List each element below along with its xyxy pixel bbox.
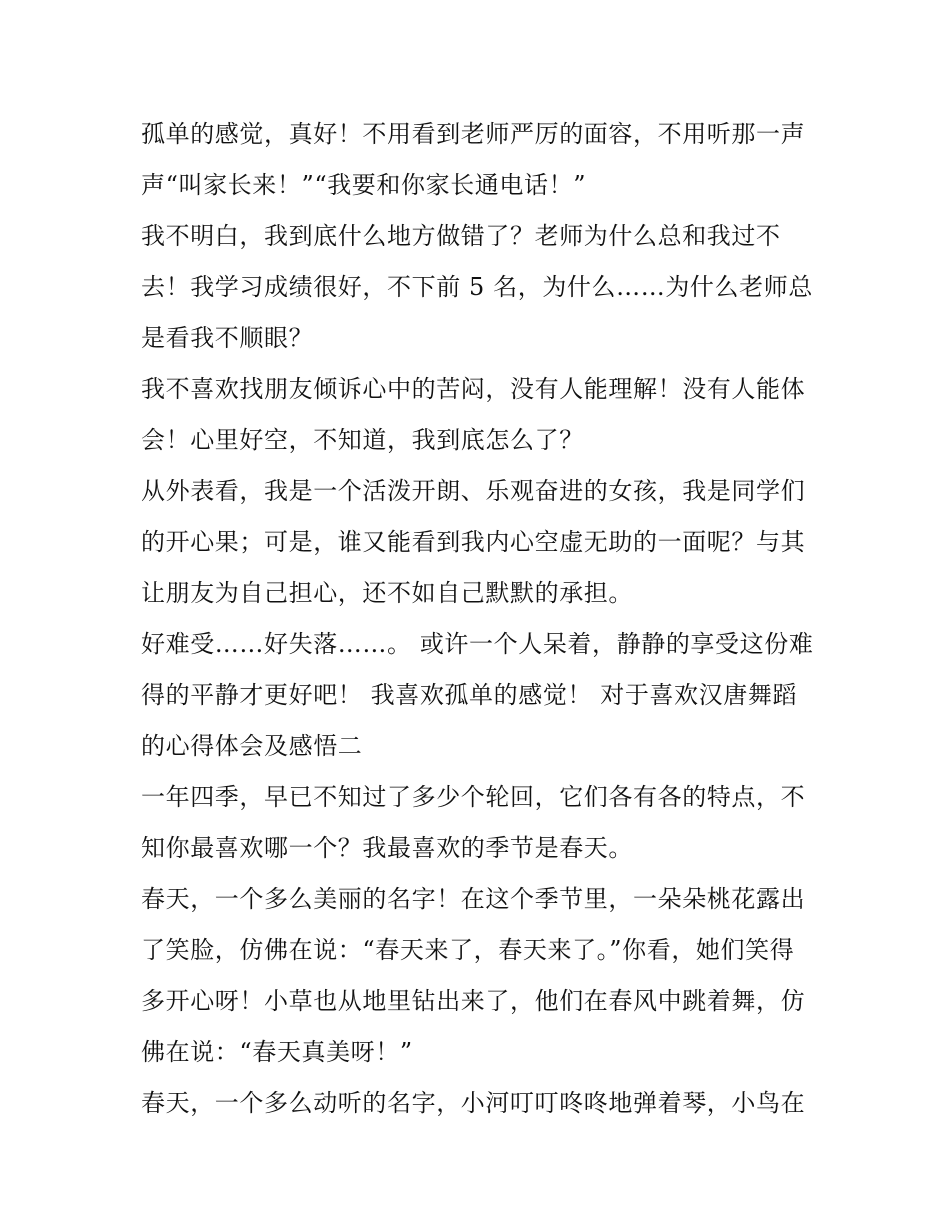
text-line: 的心得体会及感悟二	[141, 732, 363, 760]
text-line: 得的平静才更好吧！ 我喜欢孤单的感觉！ 对于喜欢汉唐舞蹈	[141, 681, 798, 709]
text-line: 一年四季，早已不知过了多少个轮回，它们各有各的特点，不	[141, 783, 806, 811]
text-line: 会！心里好空，不知道，我到底怎么了？	[141, 426, 584, 454]
text-line: 声“叫家长来！”“我要和你家长通电话！”	[141, 171, 587, 199]
text-line: 去！我学习成绩很好，不下前 5 名，为什么……为什么老师总	[141, 273, 813, 301]
text-line: 春天，一个多么美丽的名字！在这个季节里，一朵朵桃花露出	[141, 885, 806, 913]
text-line: 从外表看，我是一个活泼开朗、乐观奋进的女孩，我是同学们	[141, 477, 806, 505]
text-line: 佛在说：“春天真美呀！”	[141, 1038, 413, 1066]
text-line: 让朋友为自己担心，还不如自己默默的承担。	[141, 579, 633, 607]
text-line: 多开心呀！小草也从地里钻出来了，他们在春风中跳着舞，仿	[141, 987, 806, 1015]
text-line: 是看我不顺眼？	[141, 324, 314, 352]
text-line: 好难受……好失落……。 或许一个人呆着，静静的享受这份难	[141, 630, 814, 658]
text-line: 孤单的感觉，真好！不用看到老师严厉的面容，不用听那一声	[141, 120, 806, 148]
text-line: 我不喜欢找朋友倾诉心中的苦闷，没有人能理解！没有人能体	[141, 375, 806, 403]
text-line: 知你最喜欢哪一个？我最喜欢的季节是春天。	[141, 834, 633, 862]
text-line: 了笑脸，仿佛在说：“春天来了，春天来了。”你看，她们笑得	[141, 936, 795, 964]
text-line: 的开心果；可是，谁又能看到我内心空虚无助的一面呢？与其	[141, 528, 806, 556]
text-line: 我不明白，我到底什么地方做错了？老师为什么总和我过不	[141, 222, 781, 250]
text-line: 春天，一个多么动听的名字，小河叮叮咚咚地弹着琴，小鸟在	[141, 1089, 806, 1117]
body-text	[141, 109, 821, 1129]
